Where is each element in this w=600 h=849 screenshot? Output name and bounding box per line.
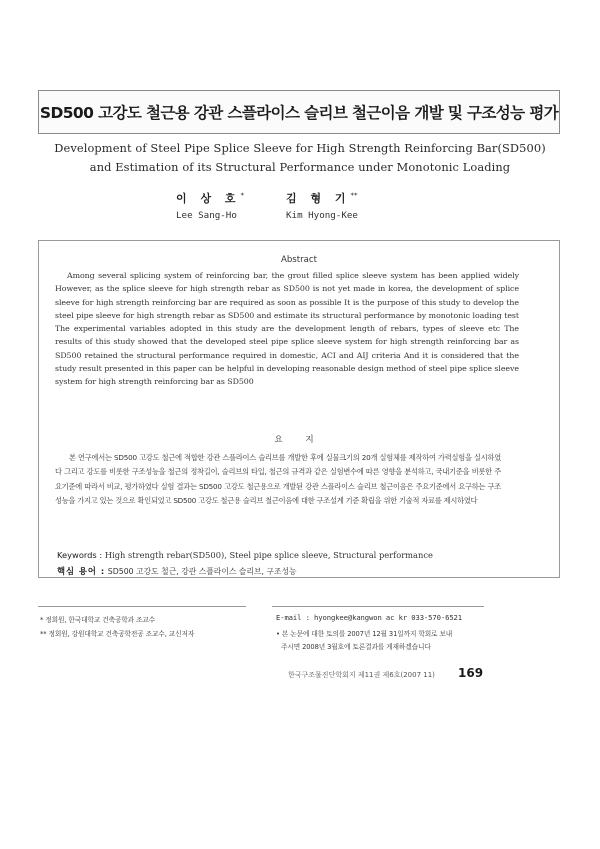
author1-affiliation-mark: *	[240, 191, 245, 200]
title-box	[38, 90, 560, 134]
keywords-korean-value: SD500 고강도 철근, 강관 스플라이스 슬리브, 구조성능	[107, 567, 297, 576]
author1-name: 이 상 호	[176, 192, 241, 205]
keywords-korean-row	[57, 565, 297, 577]
abstract-body: Among several splicing system of reinforcing bar, the grout filled splice sleeve system has been applied widely However, as the splice sleeve for high strength rebar as SD500 is not yet made in korea, the development of splice sleeve for high strength reinforcing bar are required as soon as possible It is the purpose of this study to develop the steel pipe sleeve for high strength rebar as SD500 and estimate its structural performance by monotonic loading test The experimental variables adopted in this study are the development length of rebars, types of sleeve etc The results of this study showed that the developed steel pipe splice sleeve system for high strength reinforcing bar as SD500 retained the structural performance required in domestic, ACI and AIJ criteria And it is considered that the study result presented in this paper can be helpful in developing reasonable design method of steel pipe splice sleeve system for high strength reinforcing bar as SD500	[55, 271, 519, 387]
author1-english-name: Lee Sang-Ho	[176, 210, 237, 221]
abstract-box	[38, 240, 560, 578]
page-number: 169	[458, 666, 484, 680]
abstract-heading: Abstract	[280, 255, 318, 265]
journal-citation: 한국구조물진단학회지 제11권 제6호(2007 11)	[288, 671, 435, 679]
keywords-english-value: High strength rebar(SD500), Steel pipe splice sleeve, Structural performance	[104, 550, 433, 560]
footnote-discussion-line2: 주시면 2008년 3월호에 토론결과를 게재하겠습니다	[281, 643, 431, 651]
footnote-divider-left	[38, 606, 246, 607]
keywords-korean-label: 핵심 용어 :	[57, 566, 106, 576]
paper-title-korean: SD500 고강도 철근용 강관 스플라이스 슬리브 철근이음 개발 및 구조성능 평가	[39, 104, 559, 122]
author2-korean-name	[286, 190, 358, 206]
korean-abstract-heading: 요 지	[274, 435, 324, 445]
paper-title-english-line2: and Estimation of its Structural Performance under Monotonic Loading	[89, 160, 511, 174]
footnote-author2: ** 정회원, 강원대학교 건축공학전공 조교수, 교신저자	[40, 630, 195, 638]
footnote-email: E-mail : hyongkee@kangwon ac kr 033-570-6521	[276, 613, 462, 622]
footnote-discussion-line1: • 본 논문에 대한 토의를 2007년 12월 31일까지 학회로 보내	[276, 630, 453, 638]
footnote-divider-right	[272, 606, 484, 607]
author1-korean-name	[176, 190, 244, 206]
keywords-english-row	[57, 550, 433, 560]
author2-english-name: Kim Hyong-Kee	[286, 210, 358, 221]
paper-title-english-line1: Development of Steel Pipe Splice Sleeve for High Strength Reinforcing Bar(SD500)	[54, 141, 546, 155]
author2-affiliation-mark: **	[350, 191, 358, 200]
author2-name: 김 형 기	[286, 192, 351, 205]
footnote-author1: * 정회원, 한국대학교 건축공학과 조교수	[40, 616, 156, 624]
korean-abstract-body: 본 연구에서는 SD500 고강도 철근에 적합한 강관 스플라이스 슬리브를 개발한 후에 실물크기의 20개 실험체를 제작하여 가력실험을 실시하였다 그리고 강도를 비롯한 구조성능을 철근의 정착길이, 슬리브의 타입, 철근의 규격과 같은 실험변수에 따른 영향을 분석하고, 국내기준을 비롯한 주요기준에 따라서 비교, 평가하였다 실험 결과는 SD500 고강도 철근용으로 개발된 강관 스플라이스 슬리브 철근이음은 주요기준에서 요구하는 구조성능을 가지고 있는 것으로 확인되었고 SD500 고강도 철근용 슬리브 철근이음에 대한 구조설계 기준 확립을 위한 기술적 자료를 제시하였다	[55, 453, 501, 505]
keywords-english-label: Keywords :	[57, 550, 103, 560]
